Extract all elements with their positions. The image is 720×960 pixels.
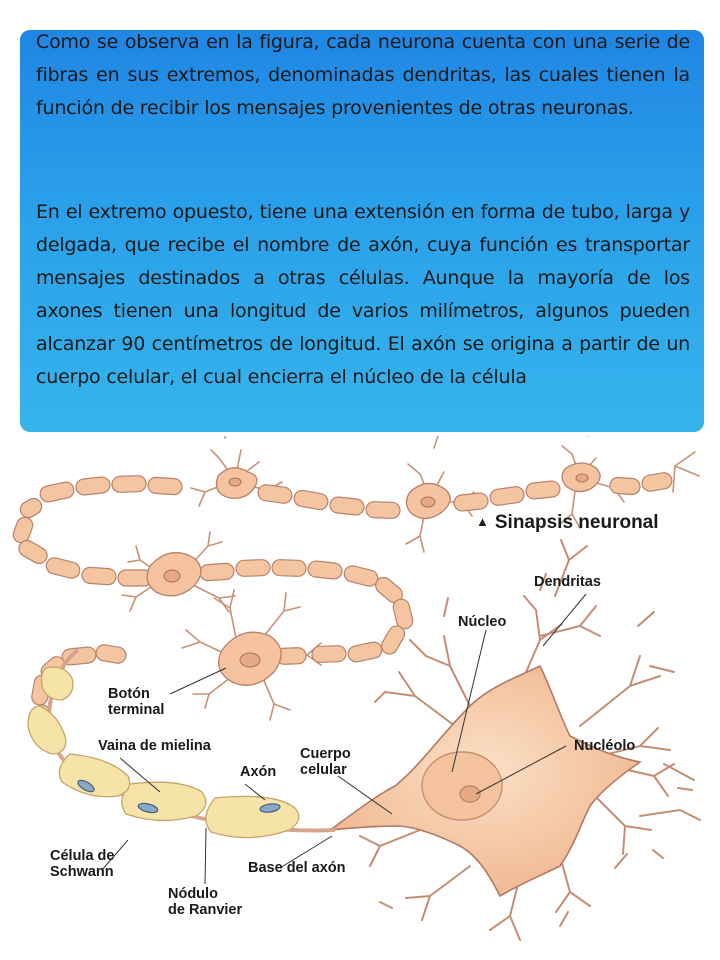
caption-triangle-icon: ▲: [476, 514, 489, 529]
label-axon: Axón: [240, 764, 277, 780]
neuron-synapse-figure: [0, 436, 720, 960]
label-nodulo-ranvier: Nódulo de Ranvier: [168, 886, 243, 918]
label-nucleolo: Nucléolo: [574, 738, 636, 754]
label-dendritas: Dendritas: [534, 574, 601, 590]
label-celula-schwann: Célula de Schwann: [50, 848, 115, 880]
label-base-axon: Base del axón: [248, 860, 346, 876]
figure-caption: ▲ Sinapsis neuronal: [476, 512, 659, 533]
paragraph-dendrites: Como se observa en la figura, cada neurona cuenta con una serie de fibras en sus extremos, denominadas dendritas, las cuales tienen la función de recibir los mensajes provenientes de otras neuronas.: [36, 31, 690, 119]
text-panel: [20, 30, 704, 432]
paragraph-axon: En el extremo opuesto, tiene una extensión en forma de tubo, larga y delgada, que recibe el nombre de axón, cuya función es transportar mensajes destinados a otras células. Aunque la mayoría de los axones tienen una longitud de varios milímetros, algunos pueden alcanzar 90 centímetros de longitud. El axón se origina a partir de un cuerpo celular, el cual encierra el núcleo de la célula: [36, 201, 690, 388]
label-nucleo: Núcleo: [458, 614, 507, 630]
label-cuerpo-celular: Cuerpo celular: [300, 746, 351, 778]
label-boton-terminal: Botón terminal: [108, 686, 165, 718]
label-vaina-mielina: Vaina de mielina: [98, 738, 211, 754]
